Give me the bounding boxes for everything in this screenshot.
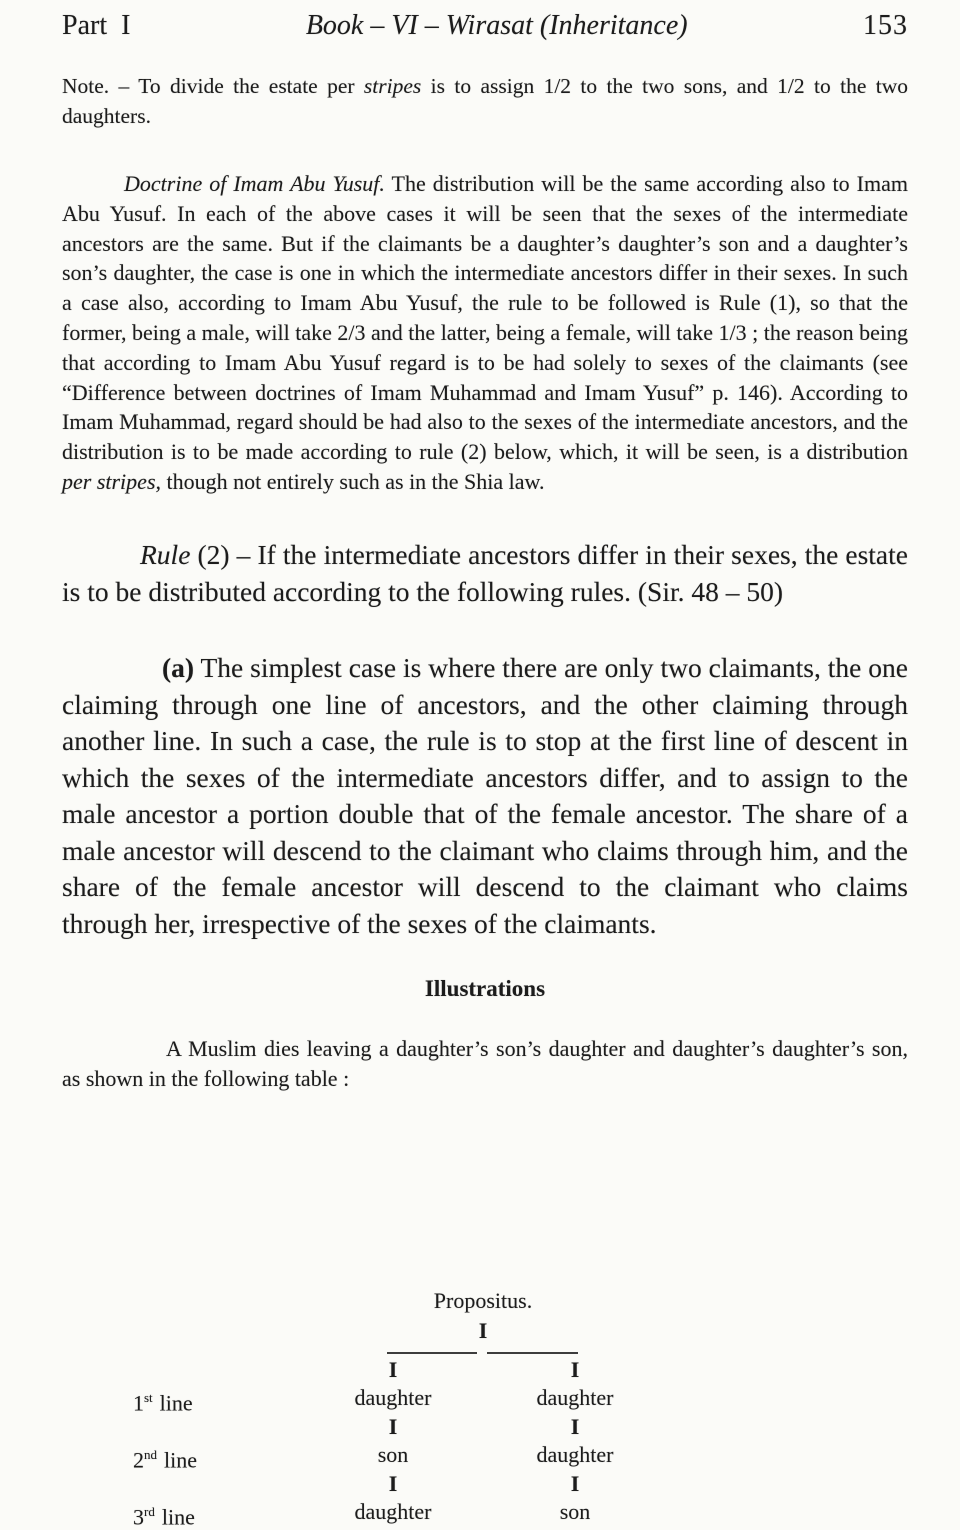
right-branch-level-3: son [559,1498,591,1524]
line-2-label [133,1441,197,1473]
line-2-word: line [164,1447,197,1473]
genealogy-table [0,1284,960,1530]
line-1-word: line [159,1390,193,1416]
line-2-number: 2 [133,1447,144,1473]
descent-connector: I [388,1357,398,1382]
right-branch-level-1: daughter [536,1385,614,1411]
line-1-number: 1 [133,1390,144,1416]
line-3-number: 3 [133,1504,144,1530]
descent-connector: I [570,1413,580,1439]
page-number: 153 [863,10,908,41]
propositus-label: Propositus. [433,1288,533,1313]
doctrine-paragraph: Doctrine of Imam Abu Yusuf. The distribution will be the same according also to Imam Abu Yusuf. In each of the above cases it will be seen that the sexes of the intermediate ancestors are the same. But if the claimants be a daughter’s daughter’s son and a daughter’s son’s daughter, the case is one in which the intermediate ancestors differ in their sexes. In such a case also, according to Imam Abu Yusuf, the rule to be followed is Rule (1), so that the former, being a male, will take 2/3 and the latter, being a female, will take 1/3 ; the reason being that according to Imam Abu Yusuf regard is to be had solely to sexes of the claimants (see “Difference between doctrines of Imam Muhammad and Imam Yusuf” p. 146). According to Imam Muhammad, regard should be had also to the sexes of the intermediate ancestors, and the distribution is to be made according to rule (2) below, which, it will be seen, is a distribution per stripes, though not entirely such as in the Shia law. [62,171,908,494]
line-2-ordinal: nd [144,1447,157,1462]
line-3-word: line [161,1504,195,1530]
rule-2-paragraph: Rule (2) – If the intermediate ancestors differ in their sexes, the estate is to be distributed according to the following rules. (Sir. 48 – 50) [62,538,908,607]
line-1-ordinal: st [144,1390,153,1405]
right-branch-level-2: daughter [536,1442,614,1468]
line-3-label [133,1498,195,1530]
clause-a-paragraph: (a) The simplest case is where there are only two claimants, the one claiming through one line of ancestors, and the other claiming through another line. In such a case, the rule is to stop at the first line of descent in which the sexes of the intermediate ancestors differ, and to assign to the male ancestor a portion double that of the female ancestor. The share of a male ancestor will descend to the claimant who claims through him, and the share of the female ancestor will descend to the claimant who claims through her, irrespective of the sexes of the claimants. [62,652,908,939]
right-branch-column [475,1356,675,1526]
branch-line-right [487,1352,578,1354]
page-header [62,10,908,42]
left-branch-level-1: daughter [354,1385,432,1411]
line-1-label [133,1384,193,1416]
descent-connector: I [388,1413,398,1439]
illustration-intro: A Muslim dies leaving a daughter’s son’s daughter and daughter’s daughter’s son, as shown in the following table : [62,1036,908,1091]
left-branch-level-2: son [377,1442,409,1468]
line-3-ordinal: rd [144,1504,155,1519]
descent-connector: I [570,1470,580,1496]
left-branch-column [293,1356,493,1526]
descent-connector: I [570,1357,580,1382]
left-branch-level-3: daughter [354,1498,432,1524]
branch-line-left [387,1352,477,1354]
descent-connector: I [478,1318,488,1343]
part-label: Part I [62,10,131,41]
illustrations-heading: Illustrations [424,976,546,1002]
book-title: Book – VI – Wirasat (Inheritance) [305,10,688,41]
note-paragraph: Note. – To divide the estate per stripes is to assign 1/2 to the two sons, and 1/2 to the two daughters. [62,74,908,128]
descent-connector: I [388,1470,398,1496]
